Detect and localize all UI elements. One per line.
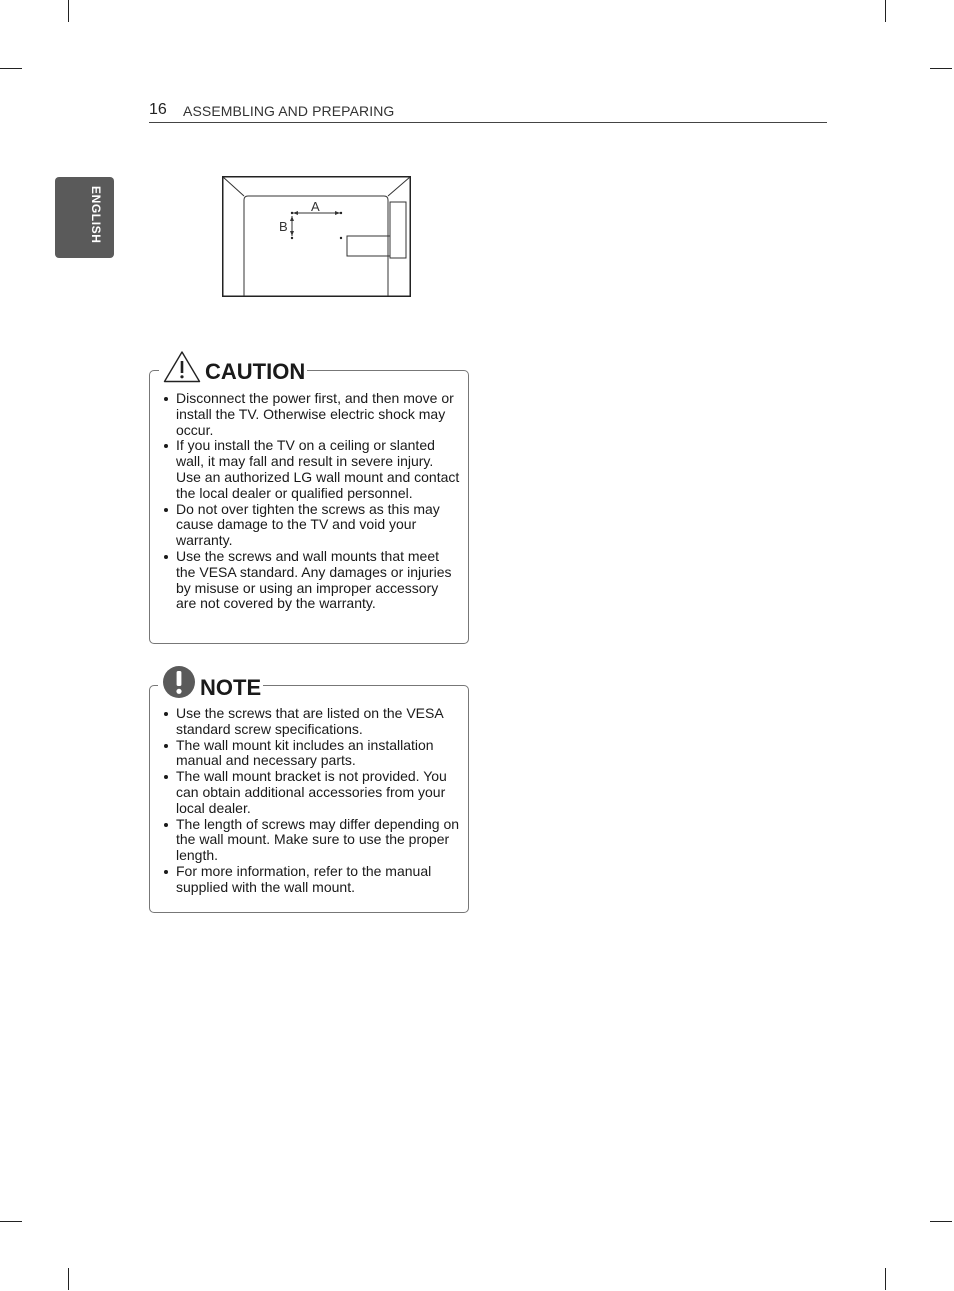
crop-mark: [0, 68, 22, 69]
list-item: If you install the TV on a ceiling or slanted wall, it may fall and result in severe injury. Use an authorized LG wall mount and contact the local dealer or qualified personnel.: [160, 438, 462, 501]
list-item: Use the screws that are listed on the VESA standard screw specifications.: [160, 706, 462, 738]
caution-list: [160, 391, 462, 612]
warning-triangle-icon: [163, 350, 201, 383]
crop-mark: [930, 1221, 952, 1222]
list-item: Disconnect the power first, and then move or install the TV. Otherwise electric shock may occur.: [160, 391, 462, 438]
crop-mark: [885, 1268, 886, 1290]
note-header: [158, 662, 263, 699]
crop-mark: [68, 1268, 69, 1290]
note-title: NOTE: [200, 675, 262, 700]
mount-hole: [291, 237, 293, 239]
dimension-b-label: B: [279, 219, 288, 234]
list-item: The wall mount kit includes an installation manual and necessary parts.: [160, 738, 462, 770]
list-item: Do not over tighten the screws as this may cause damage to the TV and void your warranty.: [160, 502, 462, 549]
caution-title: CAUTION: [205, 359, 306, 384]
mount-hole: [340, 237, 342, 239]
crop-mark: [0, 1221, 22, 1222]
caution-header: [159, 345, 307, 383]
note-list: [160, 706, 462, 896]
exclamation-circle-icon: [162, 665, 196, 699]
mount-hole: [340, 212, 342, 214]
list-item: The wall mount bracket is not provided. You can obtain additional accessories from your local dealer.: [160, 769, 462, 816]
language-tab: [55, 177, 114, 258]
dimension-a-label: A: [311, 199, 320, 214]
crop-mark: [68, 0, 69, 22]
list-item: For more information, refer to the manual supplied with the wall mount.: [160, 864, 462, 896]
page-header: [149, 100, 827, 123]
page-number: 16: [149, 101, 167, 118]
list-item: The length of screws may differ depending on the wall mount. Make sure to use the proper length.: [160, 817, 462, 864]
list-item: Use the screws and wall mounts that meet the VESA standard. Any damages or injuries by misuse or using an improper accessory are not covered by the warranty.: [160, 549, 462, 612]
crop-mark: [930, 68, 952, 69]
crop-mark: [885, 0, 886, 22]
mount-hole: [291, 212, 293, 214]
section-title: ASSEMBLING AND PREPARING: [183, 103, 395, 119]
tv-back-diagram: [222, 176, 411, 297]
language-tab-label: ENGLISH: [89, 186, 103, 244]
